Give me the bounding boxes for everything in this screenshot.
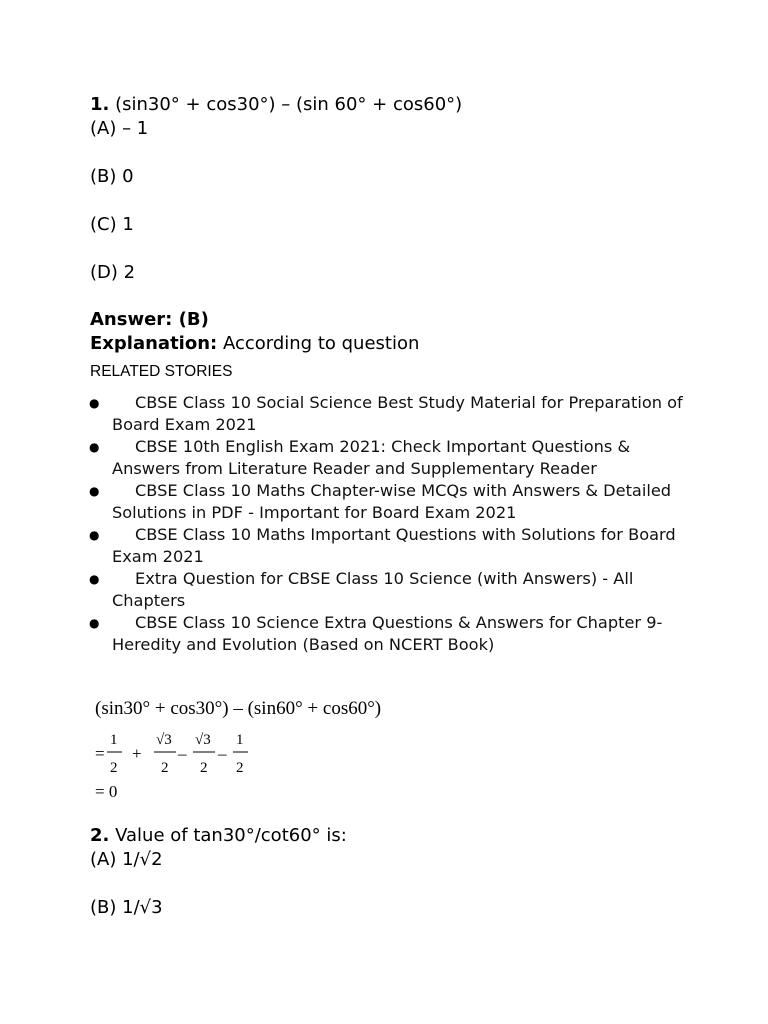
answer-label: Answer: (90, 309, 173, 330)
related-story (0, 524, 692, 568)
question-text: Value of tan30°/cot60° is: (109, 825, 347, 846)
explanation-line (90, 332, 419, 356)
question-1 (90, 93, 462, 117)
math-denominator: 2 (110, 760, 118, 776)
option-a: (A) 1/√2 (90, 849, 163, 870)
related-story-link[interactable]: CBSE 10th English Exam 2021: Check Important Questions & Answers from Literature Reader and Supplementary Reader (112, 437, 631, 478)
related-story (0, 480, 692, 524)
related-stories-heading: RELATED STORIES (90, 363, 233, 380)
math-line-3: = 0 (95, 782, 118, 801)
related-story-link[interactable]: CBSE Class 10 Maths Important Questions with Solutions for Board Exam 2021 (112, 525, 676, 566)
math-numerator: √3 (195, 732, 211, 748)
related-story-link[interactable]: CBSE Class 10 Social Science Best Study Material for Preparation of Board Exam 2021 (112, 393, 683, 434)
related-story (0, 612, 692, 656)
option-c: (C) 1 (90, 214, 134, 235)
math-equals: = (95, 744, 105, 763)
related-story-link[interactable]: CBSE Class 10 Maths Chapter-wise MCQs with Answers & Detailed Solutions in PDF - Important for Board Exam 2021 (112, 481, 672, 522)
question-number: 2. (90, 825, 110, 846)
option-b: (B) 1/√3 (90, 897, 163, 918)
related-stories-list (0, 392, 692, 656)
option-b: (B) 0 (90, 166, 134, 187)
related-story-link[interactable]: CBSE Class 10 Science Extra Questions & Answers for Chapter 9- Heredity and Evolution (Based on NCERT Book) (112, 613, 663, 654)
math-numerator: √3 (156, 732, 172, 748)
question-number: 1. (90, 94, 110, 115)
answer-value: (B) (172, 309, 209, 330)
related-story (0, 392, 692, 436)
related-story (0, 436, 692, 480)
bullet-icon: ● (89, 440, 100, 454)
math-plus: + (132, 744, 142, 763)
math-denominator: 2 (161, 760, 169, 776)
math-minus: – (218, 744, 227, 763)
related-story-link[interactable]: Extra Question for CBSE Class 10 Science (with Answers) - All Chapters (112, 569, 634, 610)
bullet-icon: ● (89, 396, 100, 410)
solution-math-image (90, 690, 390, 810)
math-denominator: 2 (200, 760, 208, 776)
answer-line (90, 308, 209, 332)
math-numerator: 1 (236, 732, 244, 748)
related-story (0, 568, 692, 612)
math-line-1: (sin30° + cos30°) – (sin60° + cos60°) (95, 698, 382, 719)
question-2 (90, 824, 347, 848)
explanation-text: According to question (217, 333, 420, 354)
option-d: (D) 2 (90, 262, 136, 283)
math-minus: – (178, 744, 187, 763)
math-numerator: 1 (110, 732, 118, 748)
bullet-icon: ● (89, 528, 100, 542)
bullet-icon: ● (89, 572, 100, 586)
bullet-icon: ● (89, 616, 100, 630)
explanation-label: Explanation: (90, 333, 218, 354)
question-text: (sin30° + cos30°) – (sin 60° + cos60°) (109, 94, 463, 115)
math-denominator: 2 (236, 760, 244, 776)
bullet-icon: ● (89, 484, 100, 498)
option-a: (A) – 1 (90, 118, 149, 139)
